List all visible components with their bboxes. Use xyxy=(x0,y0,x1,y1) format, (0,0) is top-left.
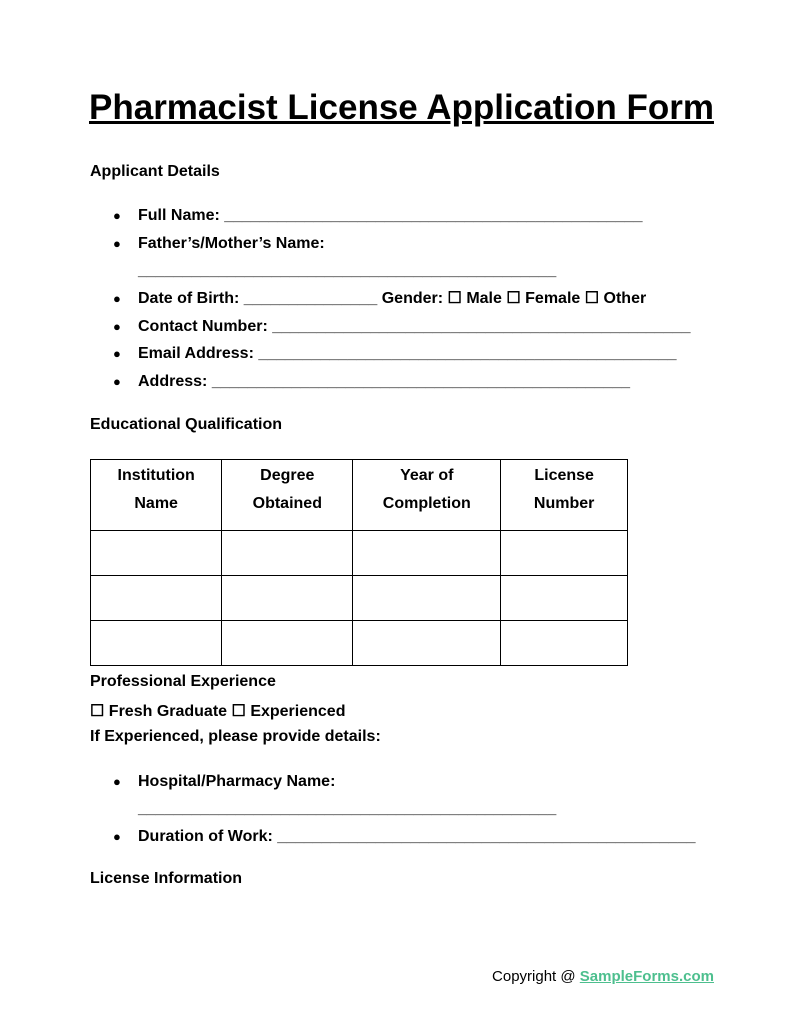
contact-item xyxy=(113,317,690,337)
full-name-item xyxy=(113,206,642,226)
experienced-checkbox[interactable]: ☐ xyxy=(231,703,246,720)
contact-field[interactable]: _______________________________________________ xyxy=(272,318,691,335)
dob-label: Date of Birth: xyxy=(138,290,240,307)
table-cell[interactable] xyxy=(91,621,222,666)
email-item xyxy=(113,344,677,364)
fresh-graduate-checkbox[interactable]: ☐ xyxy=(90,703,105,720)
table-cell[interactable] xyxy=(353,531,501,576)
col-license-number: License Number xyxy=(501,460,628,531)
table-cell[interactable] xyxy=(501,531,628,576)
duration-label: Duration of Work: xyxy=(138,828,273,845)
experienced-label: Experienced xyxy=(250,703,346,720)
experience-prompt: If Experienced, please provide details: xyxy=(90,728,381,745)
male-checkbox[interactable]: ☐ xyxy=(447,290,462,307)
table-cell[interactable] xyxy=(91,531,222,576)
table-cell[interactable] xyxy=(222,576,353,621)
table-cell[interactable] xyxy=(501,576,628,621)
bullet: ● xyxy=(113,829,121,844)
license-heading: License Information xyxy=(90,870,243,887)
bullet: ● xyxy=(113,774,121,789)
gender-label: Gender: xyxy=(381,290,444,307)
parent-name-item xyxy=(113,234,325,254)
col-year-of-completion: Year of Completion xyxy=(353,460,501,531)
email-field[interactable]: _______________________________________________ xyxy=(258,345,677,362)
duration-field[interactable]: _______________________________________________ xyxy=(277,828,696,845)
bullet: ● xyxy=(113,208,121,223)
dob-gender-item xyxy=(113,289,646,309)
other-label: Other xyxy=(603,290,647,307)
table-header-row xyxy=(91,460,628,531)
dob-field[interactable]: _______________ xyxy=(243,290,378,307)
parent-name-label: Father’s/Mother’s Name: xyxy=(138,235,325,252)
contact-label: Contact Number: xyxy=(138,318,268,335)
experience-options xyxy=(90,701,345,721)
address-label: Address: xyxy=(138,373,208,390)
bullet: ● xyxy=(113,374,121,389)
brand-link[interactable]: SampleForms.com xyxy=(579,968,714,985)
other-checkbox[interactable]: ☐ xyxy=(584,290,600,307)
hospital-label: Hospital/Pharmacy Name: xyxy=(138,773,336,790)
fresh-graduate-label: Fresh Graduate xyxy=(108,703,228,720)
experience-heading: Professional Experience xyxy=(90,673,276,690)
hospital-item xyxy=(113,772,335,792)
table-row xyxy=(91,531,628,576)
parent-name-field[interactable]: _______________________________________________ xyxy=(138,262,557,279)
table-cell[interactable] xyxy=(91,576,222,621)
duration-item xyxy=(113,827,696,847)
table-cell[interactable] xyxy=(353,576,501,621)
table-row xyxy=(91,621,628,666)
table-cell[interactable] xyxy=(222,621,353,666)
applicant-details-heading: Applicant Details xyxy=(90,163,220,180)
copyright-footer xyxy=(492,968,714,985)
female-checkbox[interactable]: ☐ xyxy=(506,290,521,307)
email-label: Email Address: xyxy=(138,345,254,362)
full-name-field[interactable]: _______________________________________________ xyxy=(224,207,643,224)
address-field[interactable]: _______________________________________________ xyxy=(211,373,631,390)
bullet: ● xyxy=(113,291,121,306)
education-heading: Educational Qualification xyxy=(90,416,283,433)
female-label: Female xyxy=(525,290,581,307)
education-table xyxy=(90,459,628,666)
table-cell[interactable] xyxy=(353,621,501,666)
full-name-label: Full Name: xyxy=(138,207,220,224)
table-cell[interactable] xyxy=(222,531,353,576)
bullet: ● xyxy=(113,346,121,361)
table-row xyxy=(91,576,628,621)
hospital-field[interactable]: _______________________________________________ xyxy=(138,800,557,817)
male-label: Male xyxy=(466,290,502,307)
col-institution-name: Institution Name xyxy=(91,460,222,531)
address-item xyxy=(113,372,630,392)
bullet: ● xyxy=(113,236,121,251)
copyright-text: Copyright @ xyxy=(492,968,580,985)
col-degree-obtained: Degree Obtained xyxy=(222,460,353,531)
bullet: ● xyxy=(113,319,121,334)
table-cell[interactable] xyxy=(501,621,628,666)
page-title: Pharmacist License Application Form xyxy=(89,88,714,127)
